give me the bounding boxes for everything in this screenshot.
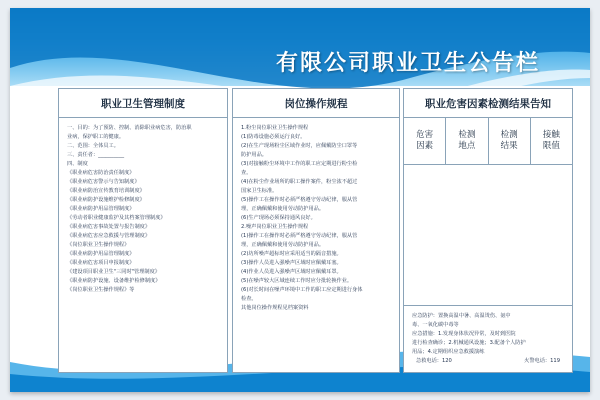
emergency-info (404, 305, 572, 372)
emergency-line: 应急措施：1.发现身体状况异常，及时到医院 (412, 331, 516, 337)
operation-line: (1)防毒设施必须运行良好。 (241, 134, 306, 140)
operation-line: (6)对长时间在噪声环境中工作的职工应定期进行身体 (241, 287, 363, 293)
management-line: 一、目的：为了预防、控制、消除职业病危害，防治职 (67, 125, 192, 131)
operation-line: (3)对接触粉尘环境中工作的职工应定期进行粉尘检 (241, 161, 358, 167)
management-line: 《职业病危害事故处置与报告制度》 (67, 224, 151, 230)
operation-line: (5)操作工在操作时必须严格遵守劳动纪律，服从管 (241, 197, 358, 203)
management-body (59, 118, 227, 301)
management-line: 《劳动者职业健康监护及其档案管理制度》 (67, 215, 166, 221)
management-line: 四、制度 (67, 161, 88, 167)
operation-line: (5)在噪声较大区域连续工作时应分批轮换作业。 (241, 278, 353, 284)
management-line: 《职业病危害应急救援与管理制度》 (67, 233, 151, 239)
emergency-line: 用品；4.定期组织应急救援演练 (412, 349, 485, 355)
management-line: 《职业病危害项目申报制度》 (67, 260, 135, 266)
emergency-line: 应急防护：置换高温中暑、高温烫伤、氨中 (412, 313, 511, 319)
operation-line: 1.粉尘岗位职业卫生操作规程 (241, 125, 309, 131)
management-line: 《建设项目职业卫生"三同时"管理制度》 (67, 269, 160, 275)
emergency-phone: 急救电话：120 (416, 358, 452, 364)
header-location: 检测 地点 (445, 118, 487, 164)
operation-line: 其他岗位操作规程见档案资料 (241, 305, 309, 311)
results-panel (403, 88, 573, 373)
management-line: 业病，保护职工的健康。 (67, 134, 125, 140)
management-line: 《职业病防护设施维护检修制度》 (67, 197, 145, 203)
notice-board (10, 8, 590, 392)
operation-body (233, 118, 399, 319)
management-title: 职业卫生管理制度 (59, 89, 227, 118)
operation-line: (6)生产现场必须保持通风良好。 (241, 215, 316, 221)
operation-line: (4)在粉尘作业场所的职工操作案件，粉尘浓不超过 (241, 179, 358, 185)
operation-line: 防护用品。 (241, 152, 267, 158)
header-limit: 接触 限值 (530, 118, 572, 164)
operation-line: 2.噪声岗位职业卫生操作规程 (241, 224, 309, 230)
phone-numbers (412, 357, 564, 366)
management-line: 三、责任者：__________ (67, 152, 125, 158)
management-line: 《职业病防护用品管理制度》 (67, 206, 135, 212)
management-line: 《岗位职业卫生操作规程》 (67, 242, 130, 248)
emergency-line: 毒、一氧化碳中毒等 (412, 322, 459, 328)
fire-phone: 火警电话：119 (524, 358, 560, 364)
management-line: 《职业病防护设施、设备维护检修制度》 (67, 278, 161, 284)
management-line: 《职业病危害防治责任制度》 (67, 170, 135, 176)
management-line: 《职业病危害警示与告知制度》 (67, 179, 140, 185)
page-title: 有限公司职业卫生公告栏 (275, 51, 540, 76)
management-panel (58, 88, 228, 373)
operation-line: (1)操作工在操作时必须严格遵守劳动纪律，服从管 (241, 233, 358, 239)
operation-line: 国家卫生标准。 (241, 188, 278, 194)
results-empty-area (404, 165, 572, 305)
operation-line: 检查。 (241, 296, 257, 302)
results-title: 职业危害因素检测结果告知 (404, 89, 572, 118)
management-line: 二、范围：全体员工。 (67, 143, 119, 149)
operation-title: 岗位操作规程 (233, 89, 399, 118)
management-line: 《职业病防护用品管理制度》 (67, 251, 135, 257)
operation-line: (2)在生产现场粉尘区域作业时，应佩戴防尘口罩等 (241, 143, 358, 149)
operation-line: (4)作业人员进入强噪声区域时应佩戴耳罩。 (241, 269, 342, 275)
operation-panel (232, 88, 400, 373)
header-result: 检测 结果 (488, 118, 530, 164)
results-header-row (404, 118, 572, 165)
management-line: 《职业病防治宣传教育培训制度》 (67, 188, 145, 194)
operation-line: (3)操作人员进入强噪声区域时应佩戴耳塞。 (241, 260, 342, 266)
operation-line: 理，正确佩戴和使用劳动防护用品。 (241, 206, 325, 212)
operation-line: 理，正确佩戴和使用劳动防护用品。 (241, 242, 325, 248)
operation-line: 查。 (241, 170, 252, 176)
operation-line: (2)坊所噪声超标时应采用适当的隔音措施。 (241, 251, 342, 257)
emergency-line: 进行检查确诊；2.机械通风设施；3.配备个人防护 (412, 340, 526, 346)
header-hazard: 危害 因素 (416, 130, 434, 151)
management-line: 《岗位职业卫生操作规程》等 (67, 287, 135, 293)
